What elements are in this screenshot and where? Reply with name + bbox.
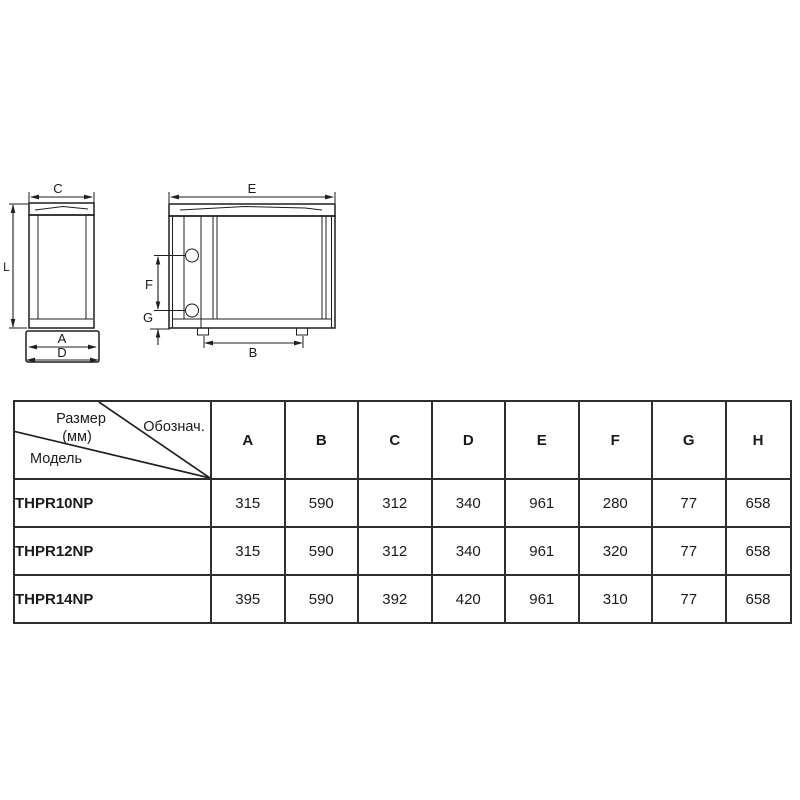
corner-model-label: Модель: [29, 451, 83, 467]
corner-size-unit: (мм): [62, 429, 92, 445]
dim-label-g: G: [142, 310, 154, 325]
value-cell: 310: [579, 575, 653, 623]
value-cell: 658: [726, 479, 791, 527]
front-body: [169, 216, 335, 328]
dim-label-a: A: [57, 331, 67, 346]
value-cell: 77: [652, 479, 726, 527]
value-cell: 961: [505, 527, 579, 575]
front-view-drawing: [143, 181, 335, 360]
front-grille-line: [180, 207, 322, 211]
dim-label-b: B: [248, 345, 258, 360]
corner-size-label: Размер: [56, 411, 106, 427]
corner-designation-label: Обознач.: [143, 419, 205, 435]
foot-right: [297, 328, 308, 335]
value-cell: 658: [726, 527, 791, 575]
value-cell: 320: [579, 527, 653, 575]
column-header-c: C: [358, 401, 432, 479]
dim-label-c: C: [53, 181, 63, 196]
value-cell: 420: [432, 575, 506, 623]
value-cell: 77: [652, 527, 726, 575]
dim-label-e: E: [247, 181, 257, 196]
dimension-l: [3, 204, 29, 328]
model-cell: THPR14NP: [14, 575, 211, 623]
dim-label-f: F: [145, 277, 153, 292]
table-row: [14, 575, 791, 623]
value-cell: 77: [652, 575, 726, 623]
pipe-connection-bottom: [186, 304, 199, 317]
dimensions-table: [13, 400, 792, 624]
value-cell: 312: [358, 527, 432, 575]
value-cell: 395: [211, 575, 285, 623]
table-corner-cell: [14, 401, 211, 479]
value-cell: 315: [211, 527, 285, 575]
value-cell: 280: [579, 479, 653, 527]
side-grille-line: [35, 207, 88, 211]
front-top-cap: [169, 204, 335, 216]
dim-label-l: L: [3, 260, 10, 274]
column-header-g: G: [652, 401, 726, 479]
pipe-connection-top: [186, 249, 199, 262]
foot-left: [198, 328, 209, 335]
side-body: [29, 215, 94, 328]
column-header-h: H: [726, 401, 791, 479]
column-header-e: E: [505, 401, 579, 479]
table-row: [14, 527, 791, 575]
value-cell: 340: [432, 479, 506, 527]
dimension-f: [145, 256, 185, 311]
value-cell: 590: [285, 527, 359, 575]
side-view-drawing: [3, 181, 99, 362]
dimension-g: [143, 310, 170, 345]
dim-label-d: D: [57, 345, 67, 360]
table-header-row: [14, 401, 791, 479]
dimension-b: [204, 336, 303, 360]
value-cell: 392: [358, 575, 432, 623]
model-cell: THPR10NP: [14, 479, 211, 527]
dimension-c: [29, 181, 94, 203]
column-header-f: F: [579, 401, 653, 479]
value-cell: 312: [358, 479, 432, 527]
table-row: [14, 479, 791, 527]
column-header-b: B: [285, 401, 359, 479]
dimension-e: [169, 181, 335, 203]
column-header-a: A: [211, 401, 285, 479]
value-cell: 590: [285, 479, 359, 527]
value-cell: 590: [285, 575, 359, 623]
value-cell: 961: [505, 479, 579, 527]
column-header-d: D: [432, 401, 506, 479]
value-cell: 315: [211, 479, 285, 527]
value-cell: 340: [432, 527, 506, 575]
value-cell: 961: [505, 575, 579, 623]
model-cell: THPR12NP: [14, 527, 211, 575]
value-cell: 658: [726, 575, 791, 623]
